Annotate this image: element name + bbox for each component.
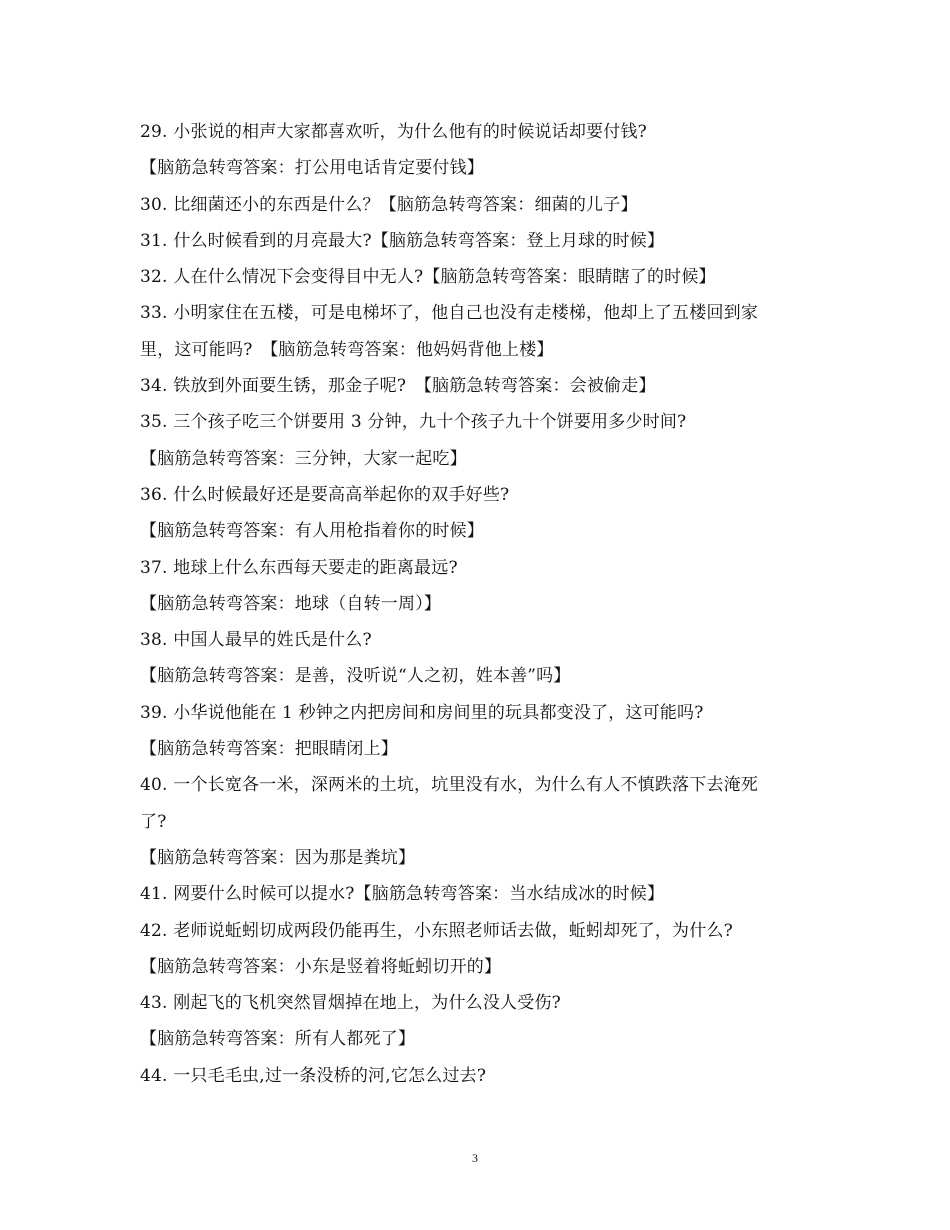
text-line: 31. 什么时候看到的月亮最大?【脑筋急转弯答案：登上月球的时候】 bbox=[140, 230, 665, 251]
text-line: 【脑筋急转弯答案：因为那是粪坑】 bbox=[140, 847, 416, 868]
text-line: 42. 老师说蚯蚓切成两段仍能再生，小东照老师话去做，蚯蚓却死了，为什么? bbox=[140, 920, 733, 941]
text-line: 【脑筋急转弯答案：是善，没听说“人之初，姓本善”吗】 bbox=[140, 666, 571, 687]
text-line: 30. 比细菌还小的东西是什么？【脑筋急转弯答案：细菌的儿子】 bbox=[140, 194, 638, 215]
text-line: 29. 小张说的相声大家都喜欢听，为什么他有的时候说话却要付钱? bbox=[140, 122, 647, 142]
text-line: 32. 人在什么情况下会变得目中无人?【脑筋急转弯答案：眼睛瞎了的时候】 bbox=[140, 267, 716, 288]
text-line: 里，这可能吗? 【脑筋急转弯答案：他妈妈背他上楼】 bbox=[140, 339, 554, 360]
text-line: 43. 刚起飞的飞机突然冒烟掉在地上，为什么没人受伤? bbox=[140, 993, 561, 1014]
text-line: 34. 铁放到外面要生锈，那金子呢? 【脑筋急转弯答案：会被偷走】 bbox=[140, 376, 656, 397]
text-line: 40. 一个长宽各一米，深两米的土坑，坑里没有水，为什么有人不慎跌落下去淹死 bbox=[140, 775, 759, 796]
text-line: 37. 地球上什么东西每天要走的距离最远? bbox=[140, 557, 458, 578]
text-line: 【脑筋急转弯答案：三分钟，大家一起吃】 bbox=[140, 448, 467, 469]
text-line: 【脑筋急转弯答案：所有人都死了】 bbox=[140, 1029, 416, 1050]
text-line: 【脑筋急转弯答案：有人用枪指着你的时候】 bbox=[140, 521, 484, 542]
text-line: 39. 小华说他能在 1 秒钟之内把房间和房间里的玩具都变没了，这可能吗? bbox=[140, 702, 704, 723]
text-line: 【脑筋急转弯答案：地球（自转一周）】 bbox=[140, 593, 442, 614]
text-line: 36. 什么时候最好还是要高高举起你的双手好些? bbox=[140, 484, 510, 505]
text-line: 38. 中国人最早的姓氏是什么? bbox=[140, 630, 372, 651]
document-body bbox=[140, 114, 820, 1094]
text-line: 了? bbox=[140, 811, 167, 832]
text-line: 33. 小明家住在五楼，可是电梯坏了，他自己也没有走楼梯，他却上了五楼回到家 bbox=[140, 303, 759, 324]
text-line: 【脑筋急转弯答案：把眼睛闭上】 bbox=[140, 739, 398, 760]
text-line: 44. 一只毛毛虫,过一条没桥的河,它怎么过去? bbox=[140, 1065, 487, 1086]
text-line: 35. 三个孩子吃三个饼要用 3 分钟，九十个孩子九十个饼要用多少时间? bbox=[140, 412, 687, 433]
page-number: 3 bbox=[472, 1151, 478, 1165]
text-line: 【脑筋急转弯答案：打公用电话肯定要付钱】 bbox=[140, 158, 484, 179]
text-line: 【脑筋急转弯答案：小东是竖着将蚯蚓切开的】 bbox=[140, 956, 502, 977]
text-line: 41. 网要什么时候可以提水?【脑筋急转弯答案：当水结成冰的时候】 bbox=[140, 884, 665, 905]
